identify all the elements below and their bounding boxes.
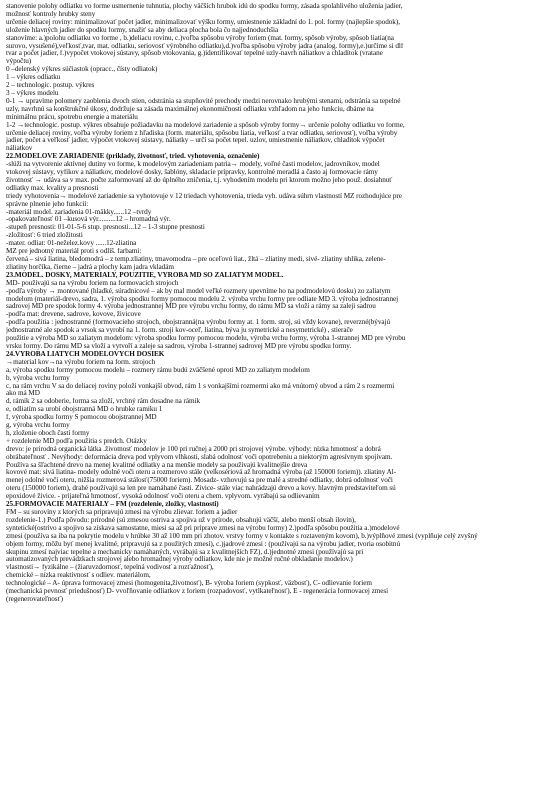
text-line: →material kov→na výrobu foriem na form. strojoch	[6, 358, 156, 366]
text-line: (regenerovateľnosť)	[6, 595, 63, 603]
text-line: h, zloženie oboch častí formy	[6, 429, 90, 437]
text-line: c, na rám vrchu V sa do deliacej roviny položí vonkajší obvod, rám 1 s vonkajšími rozmermi ako má vnútorný obvod a rám 2 s rozmermi	[6, 382, 395, 390]
text-line: stanovenie polohy odliatku vo forme usmernenie tuhnutia, plochy väčších hrubok idú do spodku formy, zásada spolahlivého uloženia jadier,	[6, 3, 403, 10]
text-line: minimálnu prácu, spotrebu energie a materiálu	[6, 113, 138, 121]
text-line: 3 – výkres modelu	[6, 89, 59, 97]
text-line: -podľa výroby → montované (hladké, súradnicové – ak by mal model veľké rozmery upevníme ho na podmodelovú dosku) zo zaliatym	[6, 287, 391, 295]
text-line: odliatky max. kvality a presnosti	[6, 184, 99, 192]
text-line: -zložitosť: 6 tried zložitosti	[6, 232, 83, 240]
text-line: skupinu zmesí najviac tepelne a mechanicky namáhaných, vyrábajú sa z kvalitnejších FZ), d.)jednotné zmesi (používajú sa pri	[6, 548, 364, 556]
text-line: určenie deliacej roviny: minimalizovať počet jadier, minimalizovať výšku formy, umiestnenie základní do 1. pol. formy (najlepšie spodok),	[6, 18, 400, 26]
text-line: určenie deliacej roviny, voľba výroby foriem z hľadiska (form. materiálu, spôsobu liatia, veľkosť a tvar odliatku, seriovosť), voľba výroby	[6, 129, 398, 137]
text-line: 2 – technologic. postup. výkres	[6, 82, 95, 90]
text-line: b, výroba vrchu formy	[6, 374, 70, 382]
text-line: -slúži na vytvorenie aktívnej dutiny vo forme, k modelovým zariadeniam patria→ modely, voľné časti modelov, jadrovníkov, model	[6, 161, 380, 169]
text-line: obrábateľnosť . Nevýhody: deformácia dreva pod vplyvom vlhkosti, slabá odolnosť voči opotrebeniu a niektorým agresívnym spojivam.	[6, 453, 393, 461]
text-line: červená – sivá liatina, bledomodrá – z temp.zliatiny, tmavomodra – pre oceľovú liat., žltá – zliatiny medi, sivé- zliatiny uhlika, zelene-	[6, 256, 386, 263]
text-line: chemické – nízka reaktivnosť s odliev. materiálom,	[6, 572, 151, 580]
text-line: 0-1 → upravíme polomery zaoblenia dvoch stien, odstránia sa stupňovité prechody medzi nerovnako hrubými stenami, odstránia sa tepelné	[6, 97, 401, 105]
text-line: automatizovaných prevádzkach strojovej alebo hromadnej výroby odliatkov, kde nie je možné ručné obkladanie modelov.)	[6, 556, 353, 564]
text-line: tvar a počet jadier, f.)vypočet vtokovej sústavy, spôsob vtokovania, g.)identifikovať tepelné uzly-navrh náliatkov a chladítok (vratane	[6, 50, 383, 58]
text-line: technologické – A- úprava formovacej zmesi (homogenita,životnosť), B- výroba foriem (sypkosť, väzbosť), C- odlievanie foriem	[6, 580, 372, 588]
text-line: jadier, počet a veľkosť jadier, výpočet vtokovej sústavy, náliatky – určí sa počet tepel. uzlov, umiestnenie náliatkov, chladítok výpočet	[6, 137, 385, 145]
text-line: a, výroba spodku formy pomocou modelu – rozmery rámu budú zväčšené oproti MD zo zaliatym modelom	[6, 366, 310, 374]
text-line: zliatiny horčíka, čierne – jadrá a plochy kam jadra vkladám	[6, 263, 174, 271]
text-line: vlastnosti→ fyzikálne – (žiaruvzdornosť, tepelná vodivosť a rozťažnosť),	[6, 564, 214, 572]
text-line: vtokovej sústavy, vyfikov a náliatkov, modelové dosky, šablóny, skladacie prípravky, kontrolné meradlá a často aj formovacie rámy	[6, 169, 378, 177]
text-line: MZ pre jednotný materiál proti s odlíš. farbami:	[6, 248, 142, 256]
text-line: (mechanická pevnosť priedušnosť) D- vvoľňovanie odliatkov z foriem (rozpadovosť, vytĺkateľnosť), E - regenerácia formovacej zmesi	[6, 588, 389, 596]
text-line: modelom (materiál-drevo, sadra, 1. výroba spodku formy pomocou modelu 2. výroba vrchu formy pre odliate MD 3. výroba jednostrannej	[6, 295, 399, 303]
text-line: e, odliatím sa urobí obojstranná MD o hrubke ramiku 1	[6, 406, 163, 414]
text-line: d, rámik 2 sa odoberie, forma sa zloží, vrchný rám dosadne na rámik	[6, 398, 201, 406]
text-line: MD- používajú sa na výrobu foriem na formovacích strojoch	[6, 279, 179, 287]
text-line: Používa sa šľachtené drevo na menej kvalitné odliatky a na menšie modely sa používajú kvalitnejšie dreva	[6, 461, 308, 469]
text-line: -opakovateľnosť 01 –kusová výr..........12 – hromadná výr.	[6, 216, 171, 224]
text-line: triedy vyhotovenia→ modelové zariadenie sa vyhotovuje v 12 triedach vyhotovenia, trieda vyh. udáva súhrn vlastností MZ rozhodujúce pre	[6, 192, 402, 200]
text-line: menej odolné voči oteru, nižšia rozmerová stálosť(75000 foriem). Mosadz- vzhovujú sa pre malé a stredné odliatky, dobrá odolnosť voči	[6, 477, 393, 485]
text-line: g, výroba vrchu formy	[6, 422, 70, 430]
section-heading: 23.MODEL. DOSKY, MATERIÁLY, POUŽITIE, VÝROBA MD SO ZALIATYM MODEL.	[6, 271, 284, 279]
text-line: stanovíme: a.)polohu odliatku vo forme , b.)deliacu rovinu, c.)voľba spôsobu výroby foriem (mat. formy, spôsob výroby, spôsob liatia(na	[6, 34, 394, 42]
text-line: sadrovej MD pre spodok formy 4. výroba jednostrannej MD pre výrobu vrchu formy, do rámu MD sa vloží a rámy sa zaleji sadrou	[6, 303, 376, 311]
text-line: uzly, navrhnú sa konštrukčné úkosy, dodržuje sa zásada maximálnej ekonomičnosti odliatku vzhľadom na jeho funkciu, dbáme na	[6, 105, 374, 113]
text-line: oteru (150000 foriem), drahé používajú sa len pre namáhané časti. Živice- stále viac nahrádzajú drevo a kovy. hlavným predstaviteľom sú	[6, 485, 396, 493]
text-line: uloženie hlavných jadier do spodku formy, snažiť sa aby deliaca plocha bola čo najjednoduchšia	[6, 26, 279, 34]
text-line: použitie a výroba MD so zaliatym modelom: výroba spodku formy pomocou modelu, výroba vrchu formy, výroba 1-strannej MD pre výrobu	[6, 335, 406, 343]
text-line: f, výroba spodku formy S pomocou obojstrannej MD	[6, 414, 157, 422]
text-line: náliatkov	[6, 145, 33, 153]
section-heading: 25.FORMOVACIE MATERIALY – FM (rozdelenie, zložky, vlastnosti)	[6, 501, 219, 509]
text-line: možnosť kontroly hrubky steny	[6, 10, 96, 18]
text-line: FM – su suroviny z ktorých sa pripravujú zmesi na výrobu zlievar. foriem a jadier	[6, 509, 238, 516]
text-line: rozdelenie-1.) Podľa pôvodu: prírodné (sú zmesou ostriva a spojiva už v prírode, obsahujú väčší, alebo menší obsah ílovín),	[6, 516, 356, 524]
text-line: drevo: je prirodná organická látka .životnosť modelov je 100 pri ručnej a 2000 pri strojovej výrobe. výhody: nízka hmotnosť a dobrá	[6, 445, 381, 453]
text-line: epoxidové živice. - prijateľná hmotnosť, vysoká odolnosť voči oteru a chem. vplyvom. vyrábajú sa odlievaním	[6, 493, 320, 501]
text-line: surovo, vysušené),veľkosť,tvar, mat. odliatku, seriovosť výrobného odliatku),d.)voľba spôsobu výroby jadra (analog. formy),e.)určime si dĺf	[6, 42, 404, 50]
text-line: -mater. odliat: 01-neželez.kovy ......12-zliatina	[6, 240, 137, 248]
text-line: ako má MD	[6, 390, 40, 398]
section-heading: 24.VÝROBA LIATYCH MODELOVÝCH DOSIEK	[6, 350, 165, 358]
text-line: -podľa mat: drevene, sadrove, kovove, živicove	[6, 311, 141, 319]
text-line: kovové mat: sivá liatina- modely odolné voči oteru a rozmerovo stále (velkosériová až hromadná výroba (až 150000 foriem)). zliatiny Al-	[6, 469, 397, 477]
text-line: -podľa použitia : jednostranné (formovacieho strojoch, obojstranná(na výrobu formy at. 1 form. stroj, sú vždy kovane), reverzné(bývajú	[6, 319, 391, 327]
text-line: 0 –delenský výkres súčiastok (opracc., čísty odliatok)	[6, 66, 158, 74]
text-line: + rozdelenie MD podľa použitia s predch. Otázky	[6, 437, 147, 445]
section-heading: 22.MODELOVE ZARIADENIE (priklady, životnosť, tried. vyhotovenia, označenie)	[6, 153, 260, 161]
text-line: životnosť → udáva sa v max. počte zaformovaní až do úplného zničenia, t.j. vyhodením modelu pri ktorom možno jeho použ. dosiahnuť	[6, 176, 393, 184]
text-line: 1-2 →technologic. postup. výkres obsahuje požiadavku na modelové zariadenie a spôsob výroby formy→ určenie polohy odliatku vo forme,	[6, 121, 405, 129]
text-line: správne plnenie jeho funkcií:	[6, 200, 89, 208]
text-line: zmesi (používa sa iba na pokrytie modelu v hrúbke 30 až 100 mm pri zhotov. vrstvy formy v kontakte s roztaveným kovom), b.)výplňové zmesi (vyplňuje celý zvyšný	[6, 532, 478, 540]
text-line: -materiál model. zariadenia 01-mäkky......12 –tvrdy	[6, 208, 152, 216]
text-line: výpočtu)	[6, 58, 32, 66]
text-line: -stupeň presnosti: 01-01-5-6 stup. presnosti...12 – 1-3 stupne presnosti	[6, 224, 205, 232]
text-line: vrsku formy. Do rámu MD sa vloží a vytvoří a zaleje sa sadrou, výroba 1-strannej sadrovej MD pre výrobu spodku formy.	[6, 342, 352, 350]
text-line: syntetické(ostrivo a spojivo sa získava samostatne, miesi sa až pri príprave zmesi na výrobu formy) 2.)podľa spôsobu použitia a.)modelové	[6, 524, 400, 532]
text-line: 1 – výkres odliatku	[6, 74, 61, 82]
text-line: objem formy, môžu byť menej kvalitné, pripravujú sa z použitých zmesí), c.)jadrové zmesi : (používajú sa na výrobu jadier, tvoria osobitnú	[6, 540, 401, 548]
text-line: jednostranné ale spodok a vrsok sa vyrobí na 1. form. stroji kov-oceľ, liatina, býva ju symetrické a nesymetrické) , stierače	[6, 327, 353, 335]
